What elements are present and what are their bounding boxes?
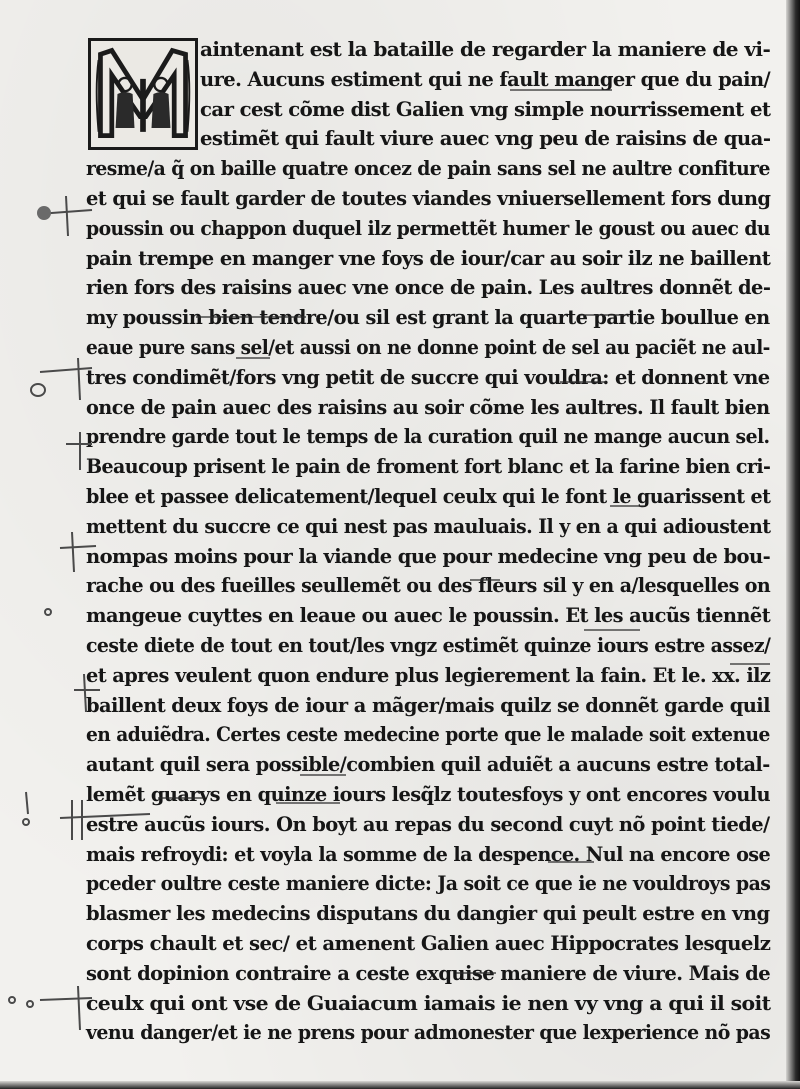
- text-line: et qui se fault garder de toutes viandes vniuersellement fors dung: [86, 186, 771, 210]
- text-line: blee et passee delicatement/lequel ceulx qui le font le guarissent et: [86, 484, 771, 508]
- text-line: eaue pure sans sel/et aussi on ne donne point de sel au paciẽt ne aul-: [86, 335, 770, 359]
- page-bottom-edge: [0, 1081, 800, 1089]
- text-line: lemẽt guarys en quinze iours lesq̃lz toutesfoys y ont encores voulu: [86, 782, 771, 806]
- text-line: pceder oultre ceste maniere dicte: Ja soit ce que ie ne vouldroys pas: [86, 871, 771, 896]
- text-line: poussin ou chappon duquel ilz permettẽt humer le goust ou auec du: [86, 215, 771, 240]
- text-line: ure. Aucuns estiment qui ne fault manger que du pain/: [200, 66, 771, 91]
- text-line: mais refroydi: et voyla la somme de la despence. Nul na encore ose: [86, 841, 771, 866]
- text-line: sont dopinion contraire a ceste exquise maniere de viure. Mais de: [86, 960, 771, 985]
- text-line: et apres veulent quon endure plus legierement la fain. Et le. xx. ilz: [86, 662, 771, 687]
- text-line: ceulx qui ont vse de Guaiacum iamais ie nen vy vng a qui il soit: [86, 990, 771, 1015]
- text-line: pain trempe en manger vne foys de iour/car au soir ilz ne baillent: [86, 245, 771, 270]
- text-line: nompas moins pour la viande que pour medecine vng peu de bou-: [86, 543, 771, 568]
- text-line: autant quil sera possible/combien quil aduiẽt a aucuns estre total-: [86, 752, 770, 777]
- text-line: baillent deux foys de iour a mãger/mais quilz se donnẽt garde quil: [86, 692, 770, 717]
- text-line: corps chault et sec/ et amenent Galien auec Hippocrates lesquelz: [86, 931, 771, 955]
- text-line: estre aucũs iours. On boyt au repas du second cuyt nõ point tiede/: [86, 811, 770, 836]
- page-edge-shadow: [786, 0, 800, 1089]
- text-line: estimẽt qui fault viure auec vng peu de raisins de qua-: [200, 126, 771, 151]
- text-line: resme/a q̃ on baille quatre oncez de pain sans sel ne aultre confiture: [86, 156, 770, 181]
- text-line: rien fors des raisins auec vne once de pain. Les aultres donnẽt de-: [86, 275, 771, 300]
- text-line: Beaucoup prisent le pain de froment fort blanc et la farine bien cri-: [86, 454, 771, 479]
- text-line: mangeue cuyttes en leaue ou auec le poussin. Et les aucũs tiennẽt: [86, 603, 771, 628]
- text-line: my poussin bien tendre/ou sil est grant la quarte partie boullue en: [86, 305, 770, 330]
- text-line: car cest cõme dist Galien vng simple nourrissement et: [200, 96, 771, 121]
- text-line: en aduiẽdra. Certes ceste medecine porte que le malade soit extenue: [86, 722, 770, 747]
- text-line: venu danger/et ie ne prens pour admonester que lexperience nõ pas: [86, 1020, 771, 1045]
- text-line: ceste diete de tout en tout/les vngz estimẽt quinze iours estre assez/: [86, 633, 771, 657]
- text-line: aintenant est la bataille de regarder la maniere de vi-: [200, 37, 771, 61]
- decorated-initial-letter-icon: [91, 41, 195, 147]
- text-line: prendre garde tout le temps de la curation quil ne mange aucun sel.: [86, 424, 770, 449]
- text-line: blasmer les medecins disputans du dangier qui peult estre en vng: [86, 901, 770, 926]
- decorated-initial: [88, 38, 198, 150]
- text-line: once de pain auec des raisins au soir cõme les aultres. Il fault bien: [86, 394, 770, 419]
- text-line: rache ou des fueilles seullemẽt ou des fleurs sil y en a/lesquelles on: [86, 573, 771, 598]
- text-line: tres condimẽt/fors vng petit de succre qui vouldra: et donnent vne: [86, 364, 770, 389]
- text-line: mettent du succre ce qui nest pas mauluais. Il y en a qui adioustent: [86, 513, 771, 538]
